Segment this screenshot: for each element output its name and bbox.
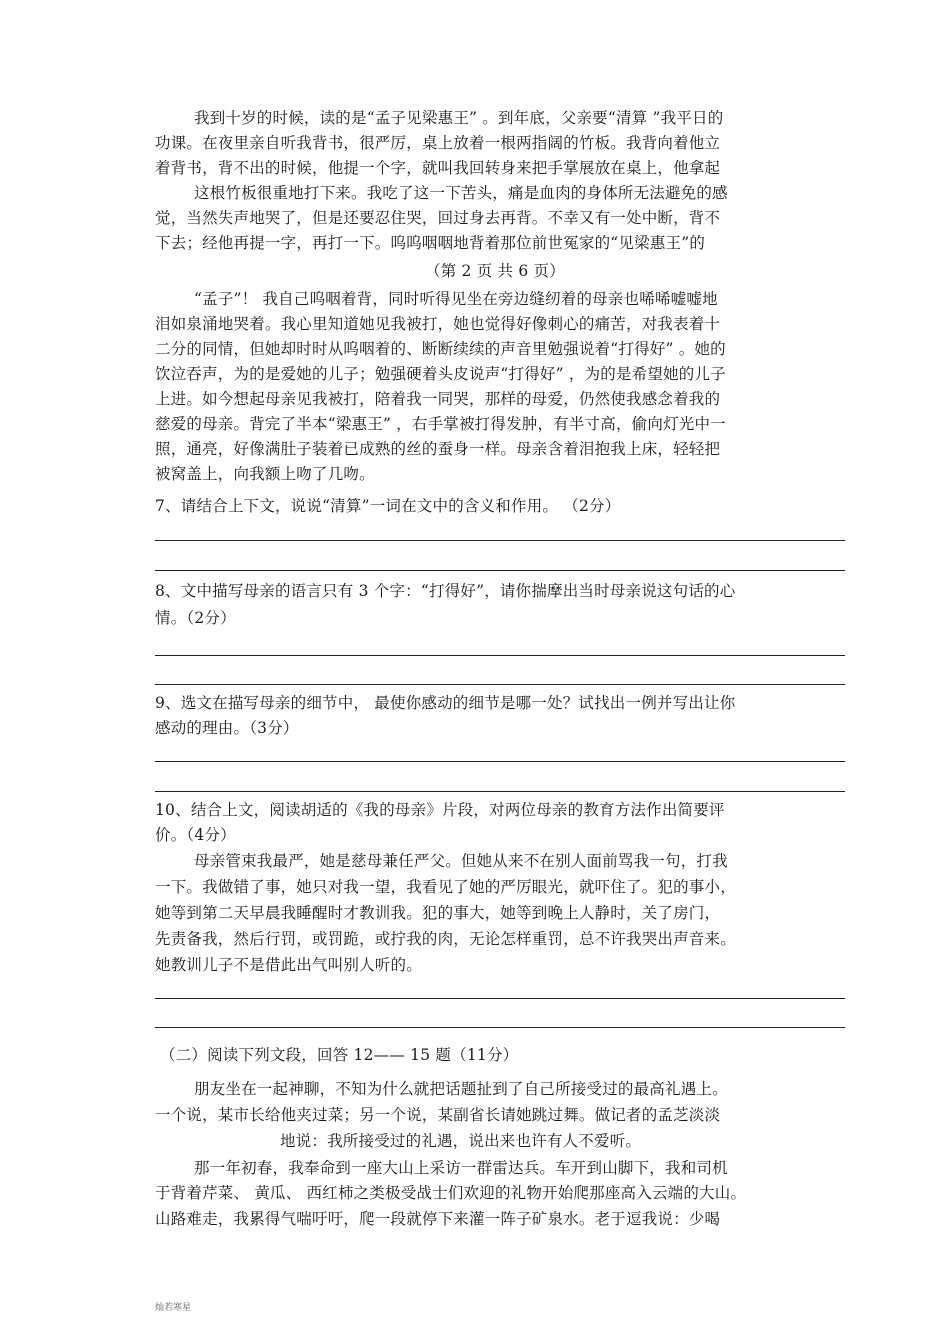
q10-passage-line: 她教训儿子不是借此出气叫别人听的。: [155, 956, 422, 974]
passage-line: 被窝盖上，向我额上吻了几吻。: [155, 465, 375, 483]
question-7: 7、请结合上下文，说说“清算”一词在文中的含义和作用。 （2分）: [155, 497, 621, 515]
passage-line: 照，通亮，好像满肚子装着已成熟的丝的蚕身一样。母亲含着泪抱我上床，轻轻把: [155, 440, 721, 458]
section2-line: 那一年初春，我奉命到一座大山上采访一群雷达兵。车开到山脚下，我和司机: [194, 1159, 728, 1177]
passage-line: 觉，当然失声地哭了，但是还要忍住哭，回过身去再背。不幸又有一处中断，背不: [155, 209, 721, 227]
question-8: 8、文中描写母亲的语言只有 3 个字：“打得好”，请你揣摩出当时母亲说这句话的心: [155, 582, 736, 600]
answer-line[interactable]: [155, 540, 845, 541]
answer-line[interactable]: [155, 570, 845, 571]
section2-line: 一个说，某市长给他夹过菜；另一个说，某副省长请她跳过舞。做记者的孟芝淡淡: [155, 1106, 721, 1124]
question-8-cont: 情。（2分）: [155, 609, 236, 627]
page-marker: （第 2 页 共 6 页）: [425, 262, 565, 280]
passage-line: 泪如泉涌地哭着。我心里知道她见我被打，她也觉得好像刺心的痛苦，对我表着十: [155, 315, 721, 333]
passage-line: 这根竹板很重地打下来。我吃了这一下苦头，痛是血肉的身体所无法避免的感: [194, 184, 728, 202]
section2-line: 朋友坐在一起神聊，不知为什么就把话题扯到了自己所接受过的最高礼遇上。: [194, 1080, 728, 1098]
q10-passage-line: 一下。我做错了事，她只对我一望，我看见了她的严厉眼光，就吓住了。犯的事小，: [155, 878, 736, 896]
passage-line: 慈爱的母亲。背完了半本“梁惠王” ，右手掌被打得发肿，有半寸高，偷向灯光中一: [155, 415, 726, 433]
passage-line: 我到十岁的时候，读的是“孟子见梁惠王” 。到年底，父亲要“清算 ”我平日的: [194, 109, 724, 127]
question-10-cont: 价。（4分）: [155, 826, 236, 844]
question-9: 9、选文在描写母亲的细节中， 最使你感动的细节是哪一处？试找出一例并写出让你: [155, 694, 736, 712]
question-9-cont: 感动的理由。（3分）: [155, 719, 299, 737]
section-heading: （二）阅读下列文段，回答 12—— 15 题（11分）: [160, 1046, 519, 1064]
passage-line: 功课。在夜里亲自听我背书，很严厉，桌上放着一根两指阔的竹板。我背向着他立: [155, 134, 721, 152]
q10-passage-line: 母亲管束我最严，她是慈母兼任严父。但她从来不在别人面前骂我一句，打我: [194, 852, 728, 870]
section2-line: 地说：我所接受过的礼遇，说出来也许有人不爱听。: [280, 1132, 642, 1150]
passage-line: 上进。如今想起母亲见我被打，陪着我一同哭，那样的母爱，仍然使我感念着我的: [155, 390, 721, 408]
q10-passage-line: 先责备我，然后行罚，或罚跪，或拧我的肉，无论怎样重罚，总不许我哭出声音来。: [155, 930, 736, 948]
answer-line[interactable]: [155, 791, 845, 792]
footer-text: 灿若寒星: [155, 1303, 192, 1313]
passage-line: 二分的同情，但她却时时从呜咽着的、断断续续的声音里勉强说着“打得好” 。她的: [155, 340, 726, 358]
passage-line: 下去；经他再提一字，再打一下。呜呜咽咽地背着那位前世冤家的“见梁惠王”的: [155, 234, 706, 252]
section2-line: 于背着芹菜、 黄瓜、 西红柿之类极受战士们欢迎的礼物开始爬那座高入云端的大山。: [155, 1184, 747, 1202]
passage-line: “孟子”！ 我自己呜咽着背，同时听得见坐在旁边缝纫着的母亲也唏唏嘘嘘地: [194, 290, 718, 308]
q10-passage-line: 她等到第二天早晨我睡醒时才教训我。犯的事大，她等到晚上人静时，关了房门，: [155, 904, 721, 922]
answer-line[interactable]: [155, 655, 845, 656]
section2-line: 山路难走，我累得气喘吁吁，爬一段就停下来灌一阵子矿泉水。老于逗我说：少喝: [155, 1210, 721, 1228]
passage-line: 饮泣吞声，为的是爱她的儿子；勉强硬着头皮说声“打得好” ，为的是希望她的儿子: [155, 365, 726, 383]
question-10: 10、结合上文，阅读胡适的《我的母亲》片段，对两位母亲的教育方法作出简要评: [155, 801, 725, 819]
answer-line[interactable]: [155, 761, 845, 762]
answer-line[interactable]: [155, 684, 845, 685]
answer-line[interactable]: [155, 1027, 845, 1028]
answer-line[interactable]: [155, 998, 845, 999]
passage-line: 着背书，背不出的时候，他提一个字，就叫我回转身来把手掌展放在桌上，他拿起: [155, 159, 721, 177]
